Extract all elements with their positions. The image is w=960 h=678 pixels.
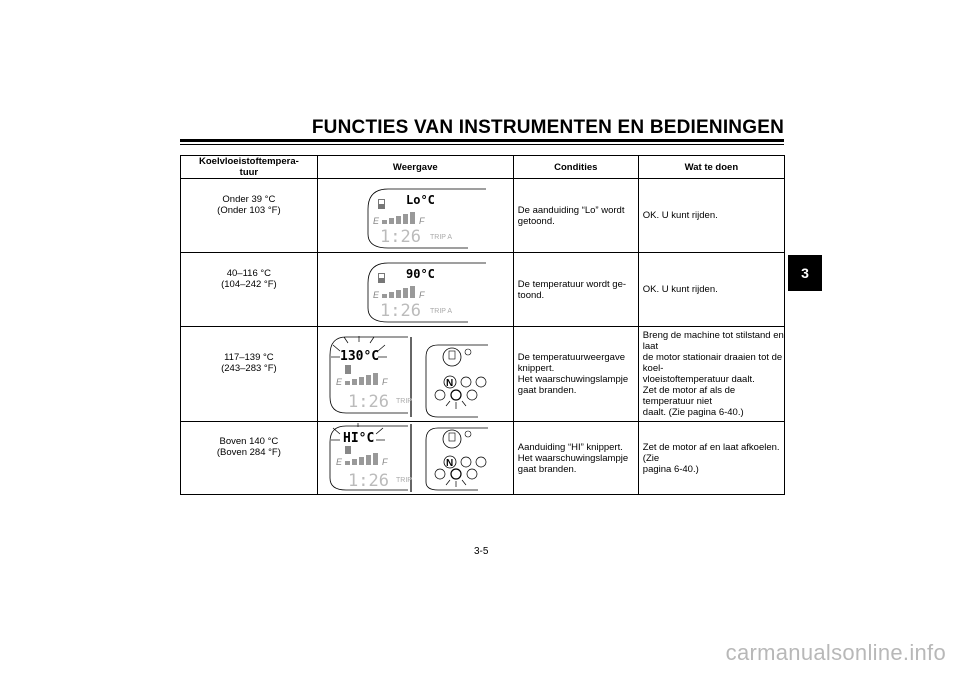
lcd-reading: 130°C [339,349,379,364]
table-header-row [181,156,785,179]
fuel-full-label: F [418,290,425,300]
action-text: Zet de motor af en laat afkoelen. (Zie [642,441,780,464]
condition-text: De temperatuur wordt ge- [517,278,627,290]
svg-text:N: N [445,378,454,389]
action-text: Zet de motor af als de temperatuur niet [642,385,736,407]
watermark: carmanualsonline.info [725,640,946,665]
odometer-reading: 1:26 [379,301,421,321]
action-text: daalt. (Zie pagina 6-40.) [642,407,744,418]
coolant-warning-active-icon [451,469,461,479]
fuel-pump-icon [378,273,385,283]
action-text: pagina 6-40.) [642,463,699,475]
temperature-fahrenheit: (Onder 103 °F) [217,204,281,216]
indicator-light-icon [465,349,471,355]
table-row [181,327,785,422]
svg-text:N: N [445,458,454,469]
coolant-warning-light-icon [443,430,461,448]
fuel-full-label: F [418,216,425,226]
neutral-indicator-icon [444,456,456,469]
trip-label: TRIP [395,477,412,484]
temperature-indicator-icon [461,457,471,467]
display-cell [317,253,513,327]
fuel-pump-icon [378,199,385,209]
condition-text: Aanduiding “HI” knippert. [517,441,623,453]
action-cell [638,327,784,422]
display-cell [317,422,513,495]
temperature-celsius: Onder 39 °C [222,193,276,205]
fuel-level-bars [345,373,378,385]
condition-text: gaat branden. [517,385,577,396]
display-cell [317,179,513,253]
condition-text: getoond. [517,215,555,227]
condition-text: Het waarschuwingslampje [517,374,629,385]
condition-cell [513,327,638,422]
temperature-cell [181,253,318,327]
page-number: 3-5 [474,546,489,557]
warning-flash-rays [446,401,466,409]
action-cell [638,422,784,495]
fuel-level-bars [382,212,415,224]
fuel-empty-label: E [372,216,379,226]
condition-cell [513,179,638,253]
condition-cell [513,253,638,327]
fuel-level-bars [382,286,415,298]
page-title: FUNCTIES VAN INSTRUMENTEN EN BEDIENINGEN [311,117,784,138]
title-rule [180,139,784,142]
condition-text: gaat branden. [517,463,577,475]
col-header-temperature: Koelvloeistoftempera-tuur [181,156,318,179]
temperature-cell [181,422,318,495]
coolant-warning-light-icon [443,348,461,366]
fuel-empty-label: E [335,457,342,467]
trip-label: TRIP [395,398,412,405]
action-text: OK. U kunt rijden. [642,210,718,221]
action-text: Breng de machine tot stilstand en laat [642,330,784,352]
temperature-fahrenheit: (104–242 °F) [221,278,277,290]
neutral-indicator-icon [444,376,456,389]
temperature-celsius: 117–139 °C [224,352,274,363]
fuel-empty-label: E [335,377,342,387]
fuel-pump-icon [345,365,351,374]
condition-text: Het waarschuwingslampje [517,452,629,464]
fuel-full-label: F [381,457,388,467]
temperature-cell [181,179,318,253]
action-cell [638,253,784,327]
fuel-full-label: F [381,377,388,387]
lcd-reading: Lo°C [405,193,435,207]
turn-signal-right-icon [467,469,477,479]
lcd-display-illustration [318,253,513,326]
indicator-light-icon [465,431,471,437]
lcd-reading: HI°C [342,431,375,446]
temperature-celsius: 40–116 °C [226,267,272,279]
table-row [181,253,785,327]
fuel-empty-label: E [372,290,379,300]
temperature-celsius: Boven 140 °C [219,436,279,447]
oil-indicator-icon [476,457,486,467]
fuel-pump-icon [345,446,351,454]
table-row [181,422,785,495]
condition-text: knippert. [517,363,555,374]
temperature-indicator-icon [461,377,471,387]
coolant-warning-active-icon [451,390,461,400]
action-cell [638,179,784,253]
lcd-reading: 90°C [405,267,435,281]
condition-cell [513,422,638,495]
trip-label: TRIP A [429,308,452,315]
temperature-fahrenheit: (243–283 °F) [221,363,277,374]
col-header-action: Wat te doen [638,156,784,179]
condition-text: De aanduiding “Lo” wordt [517,204,625,216]
warning-flash-rays [446,480,466,487]
turn-signal-left-icon [435,390,445,400]
oil-indicator-icon [476,377,486,387]
chapter-tab[interactable]: 3 [788,255,822,291]
odometer-reading: 1:26 [347,471,389,491]
temperature-cell [181,327,318,422]
odometer-reading: 1:26 [379,227,421,247]
col-header-display: Weergave [317,156,513,179]
turn-signal-left-icon [435,469,445,479]
condition-text: De temperatuurweergave [517,352,625,363]
turn-signal-right-icon [467,390,477,400]
action-text: de motor stationair draaien tot de koel- [642,352,783,374]
fuel-level-bars [345,453,378,465]
action-text: OK. U kunt rijden. [642,284,718,295]
table-row [181,179,785,253]
condition-text: toond. [517,289,545,301]
trip-label: TRIP A [429,234,452,241]
lcd-display-illustration [318,179,513,252]
odometer-reading: 1:26 [347,392,389,412]
lcd-display-illustration [318,422,513,494]
col-header-conditions: Condities [513,156,638,179]
temperature-fahrenheit: (Boven 284 °F) [216,447,281,458]
title-rule-thin [180,144,784,145]
lcd-display-illustration [318,327,513,421]
action-text: vloeistoftemperatuur daalt. [642,374,755,385]
coolant-temperature-table [180,155,785,495]
display-cell [317,327,513,422]
